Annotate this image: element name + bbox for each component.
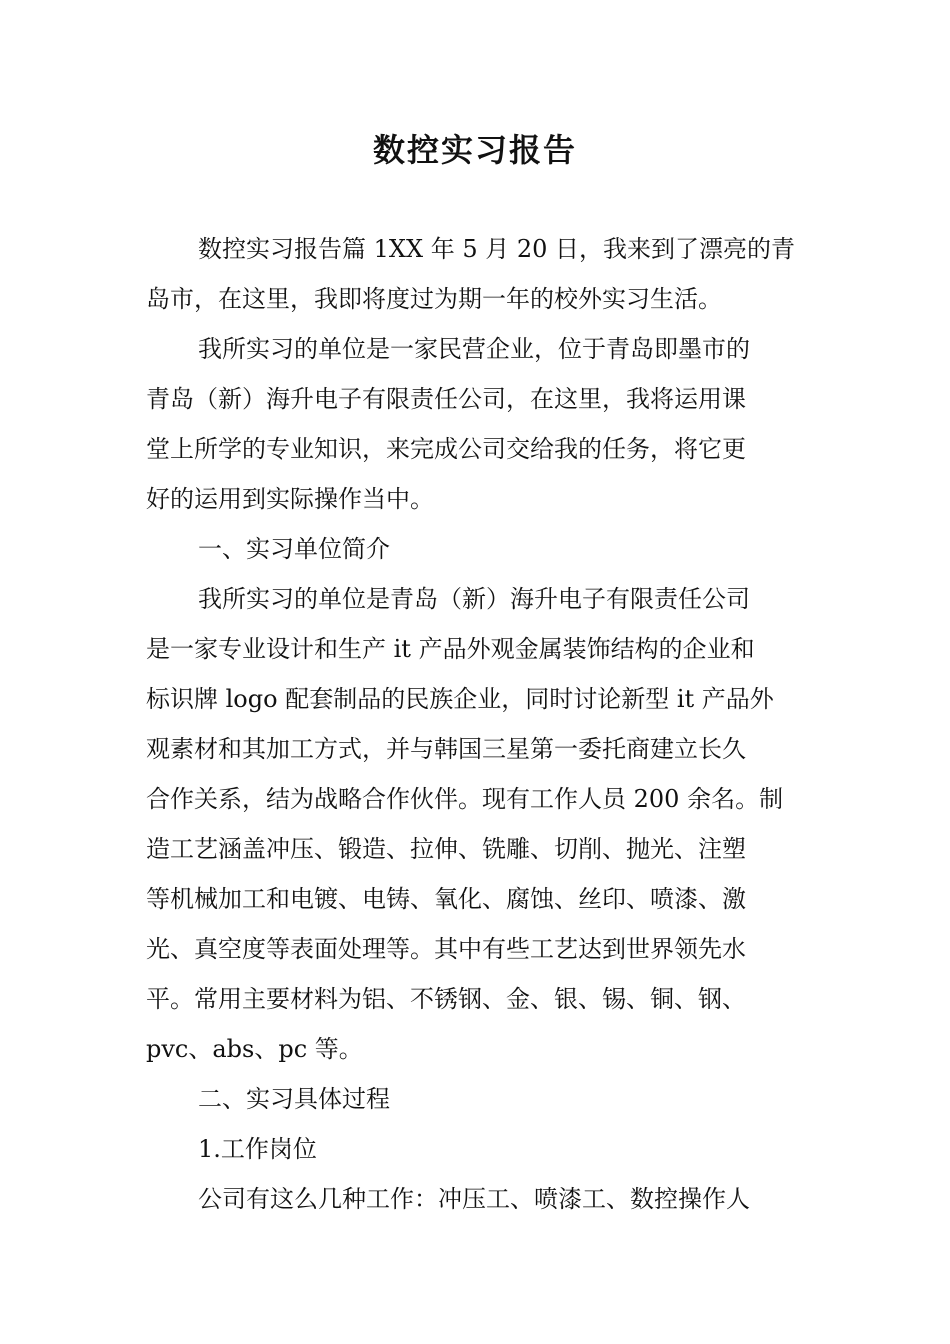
paragraph-line: 是一家专业设计和生产 it 产品外观金属装饰结构的企业和 [146, 635, 755, 663]
paragraph-line: 平。常用主要材料为铝、不锈钢、金、银、锡、铜、钢、 [146, 985, 746, 1013]
subsection-heading: 1.工作岗位 [198, 1135, 317, 1163]
paragraph-line: pvc、abs、pc 等。 [146, 1035, 363, 1063]
paragraph-line: 数控实习报告篇 1XX 年 5 月 20 日，我来到了漂亮的青 [198, 235, 796, 263]
paragraph-line: 合作关系，结为战略合作伙伴。现有工作人员 200 余名。制 [146, 785, 784, 813]
section-heading: 一、实习单位简介 [198, 535, 390, 563]
paragraph-line: 等机械加工和电镀、电铸、氧化、腐蚀、丝印、喷漆、激 [146, 885, 746, 913]
paragraph-line: 好的运用到实际操作当中。 [146, 485, 434, 513]
paragraph-line: 观素材和其加工方式，并与韩国三星第一委托商建立长久 [146, 735, 746, 763]
paragraph-line: 青岛（新）海升电子有限责任公司，在这里，我将运用课 [146, 385, 746, 413]
paragraph-line: 堂上所学的专业知识，来完成公司交给我的任务，将它更 [146, 435, 746, 463]
paragraph-line: 标识牌 logo 配套制品的民族企业，同时讨论新型 it 产品外 [146, 685, 774, 713]
page-title: 数控实习报告 [372, 131, 577, 169]
paragraph-line: 岛市，在这里，我即将度过为期一年的校外实习生活。 [146, 285, 722, 313]
paragraph-line: 公司有这么几种工作：冲压工、喷漆工、数控操作人 [198, 1185, 750, 1213]
section-heading: 二、实习具体过程 [198, 1085, 390, 1113]
paragraph-line: 我所实习的单位是一家民营企业，位于青岛即墨市的 [198, 335, 750, 363]
paragraph-line: 我所实习的单位是青岛（新）海升电子有限责任公司 [198, 585, 750, 613]
paragraph-line: 造工艺涵盖冲压、锻造、拉伸、铣雕、切削、抛光、注塑 [146, 835, 746, 863]
paragraph-line: 光、真空度等表面处理等。其中有些工艺达到世界领先水 [146, 935, 746, 963]
